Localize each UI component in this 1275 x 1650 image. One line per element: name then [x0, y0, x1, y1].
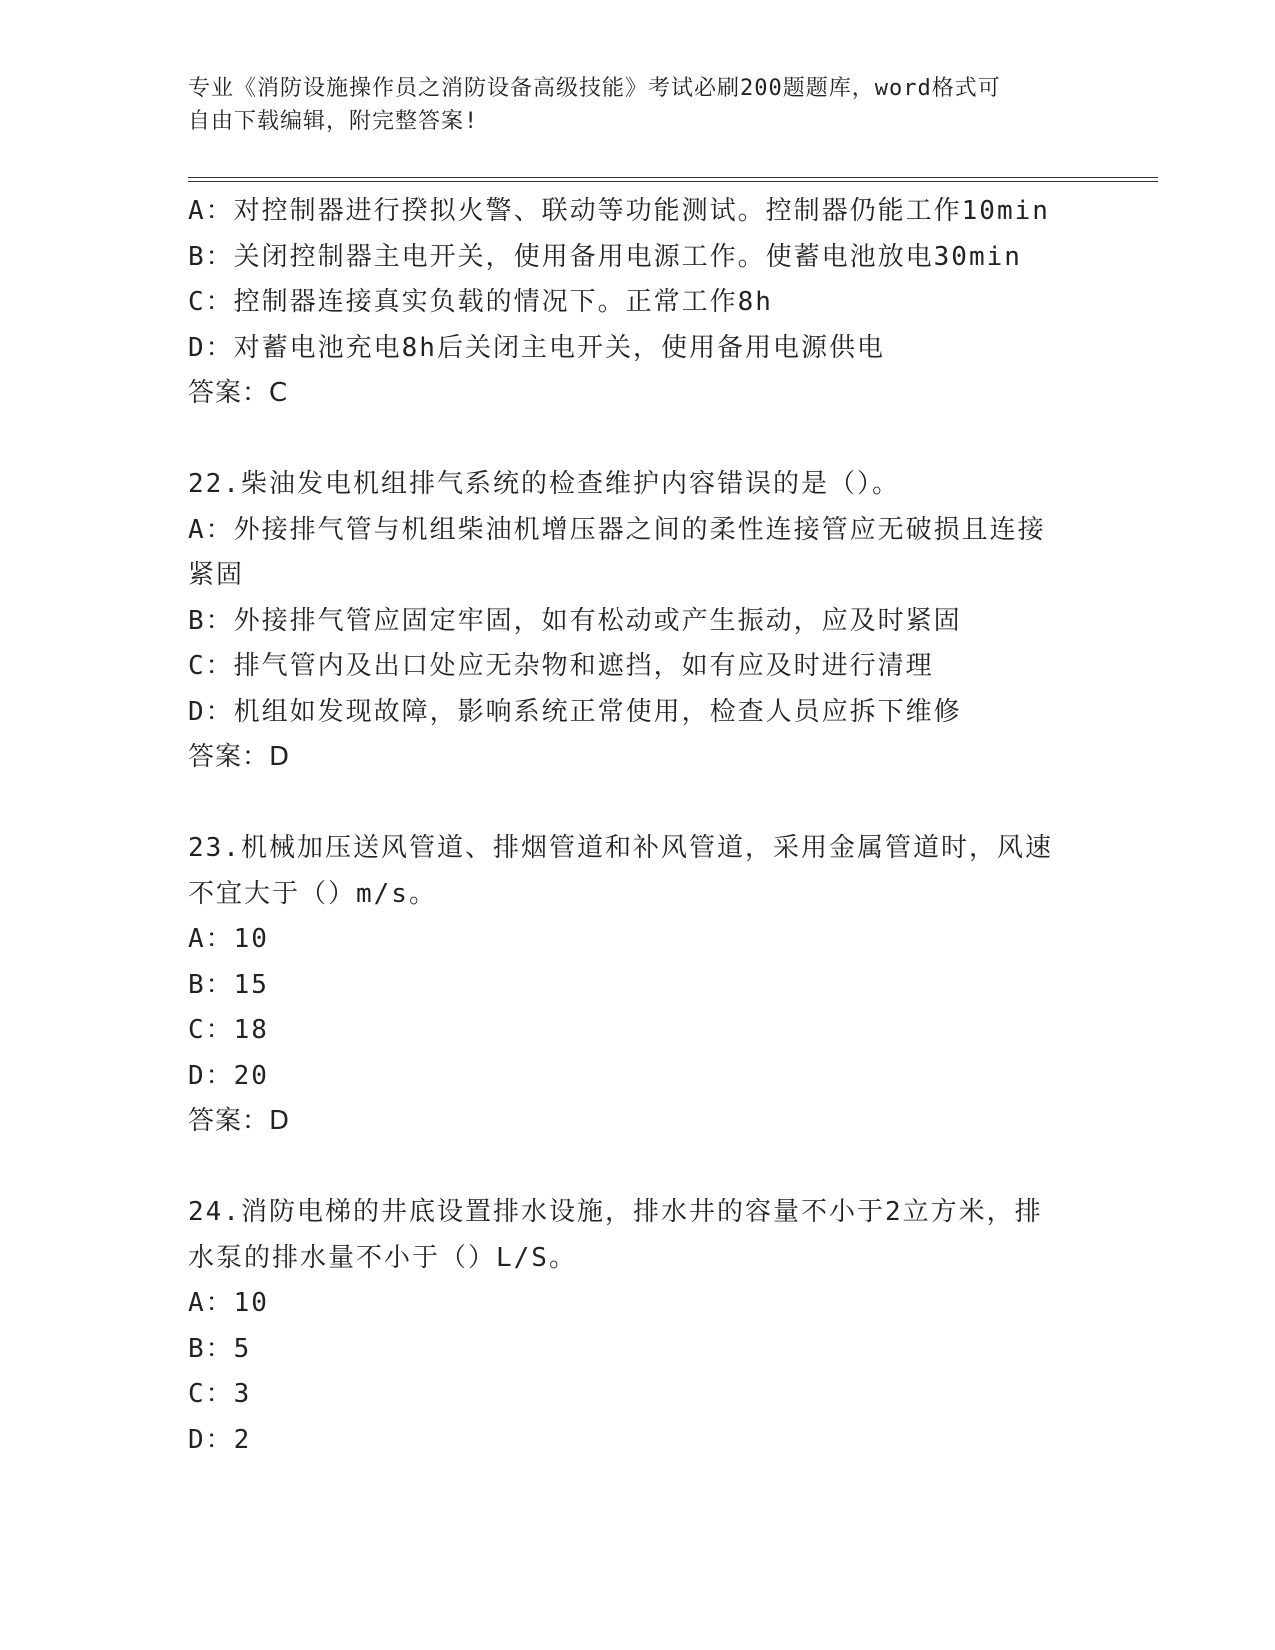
option-c: C：3 [188, 1379, 252, 1409]
option-b: B：5 [188, 1333, 252, 1364]
question-stem: 22.柴油发电机组排气系统的检查维护内容错误的是（）。 [188, 469, 900, 499]
header-divider [188, 177, 1158, 182]
spacer [188, 1145, 1088, 1191]
option-d: D：2 [188, 1424, 252, 1455]
option-d: D：对蓄电池充电8h后关闭主电开关，使用备用电源供电 [188, 332, 885, 363]
option-b: B：15 [188, 969, 269, 1000]
question-stem-continued: 水泵的排水量不小于（）L/S。 [188, 1242, 577, 1273]
option-d: D：20 [188, 1060, 269, 1091]
question-23 [188, 826, 1088, 1145]
option-a: A：10 [188, 924, 269, 954]
question-24 [188, 1190, 1088, 1463]
option-a: A：对控制器进行揆拟火警、联动等功能测试。控制器仍能工作10min [188, 196, 1050, 226]
question-22 [188, 462, 1088, 781]
answer: 答案：D [188, 1106, 291, 1136]
option-a-continued: 紧固 [188, 560, 245, 590]
question-list [188, 189, 1088, 1463]
spacer [188, 417, 1088, 463]
option-c: C：控制器连接真实负载的情况下。正常工作8h [188, 287, 773, 317]
header-line-1: 专业《消防设施操作员之消防设备高级技能》考试必刷200题题库，word格式可 [188, 76, 1001, 101]
question-stem: 23.机械加压送风管道、排烟管道和补风管道，采用金属管道时，风速 [188, 833, 1053, 863]
document-header [188, 72, 1068, 138]
option-d: D：机组如发现故障，影响系统正常使用，检查人员应拆下维修 [188, 696, 962, 727]
answer: 答案：C [188, 378, 289, 408]
option-b: B：关闭控制器主电开关，使用备用电源工作。使蓄电池放电30min [188, 241, 1022, 272]
spacer [188, 781, 1088, 827]
header-line-2: 自由下载编辑，附完整答案! [188, 109, 479, 134]
answer: 答案：D [188, 742, 291, 772]
option-a: A：10 [188, 1288, 269, 1318]
option-c: C：18 [188, 1015, 269, 1045]
question-stem: 24.消防电梯的井底设置排水设施，排水井的容量不小于2立方米，排 [188, 1197, 1043, 1227]
option-c: C：排气管内及出口处应无杂物和遮挡，如有应及时进行清理 [188, 651, 934, 681]
question-21-continued [188, 189, 1088, 417]
option-a: A：外接排气管与机组柴油机增压器之间的柔性连接管应无破损且连接 [188, 514, 1046, 545]
option-b: B：外接排气管应固定牢固，如有松动或产生振动，应及时紧固 [188, 605, 962, 636]
question-stem-continued: 不宜大于（）m/s。 [188, 878, 437, 909]
